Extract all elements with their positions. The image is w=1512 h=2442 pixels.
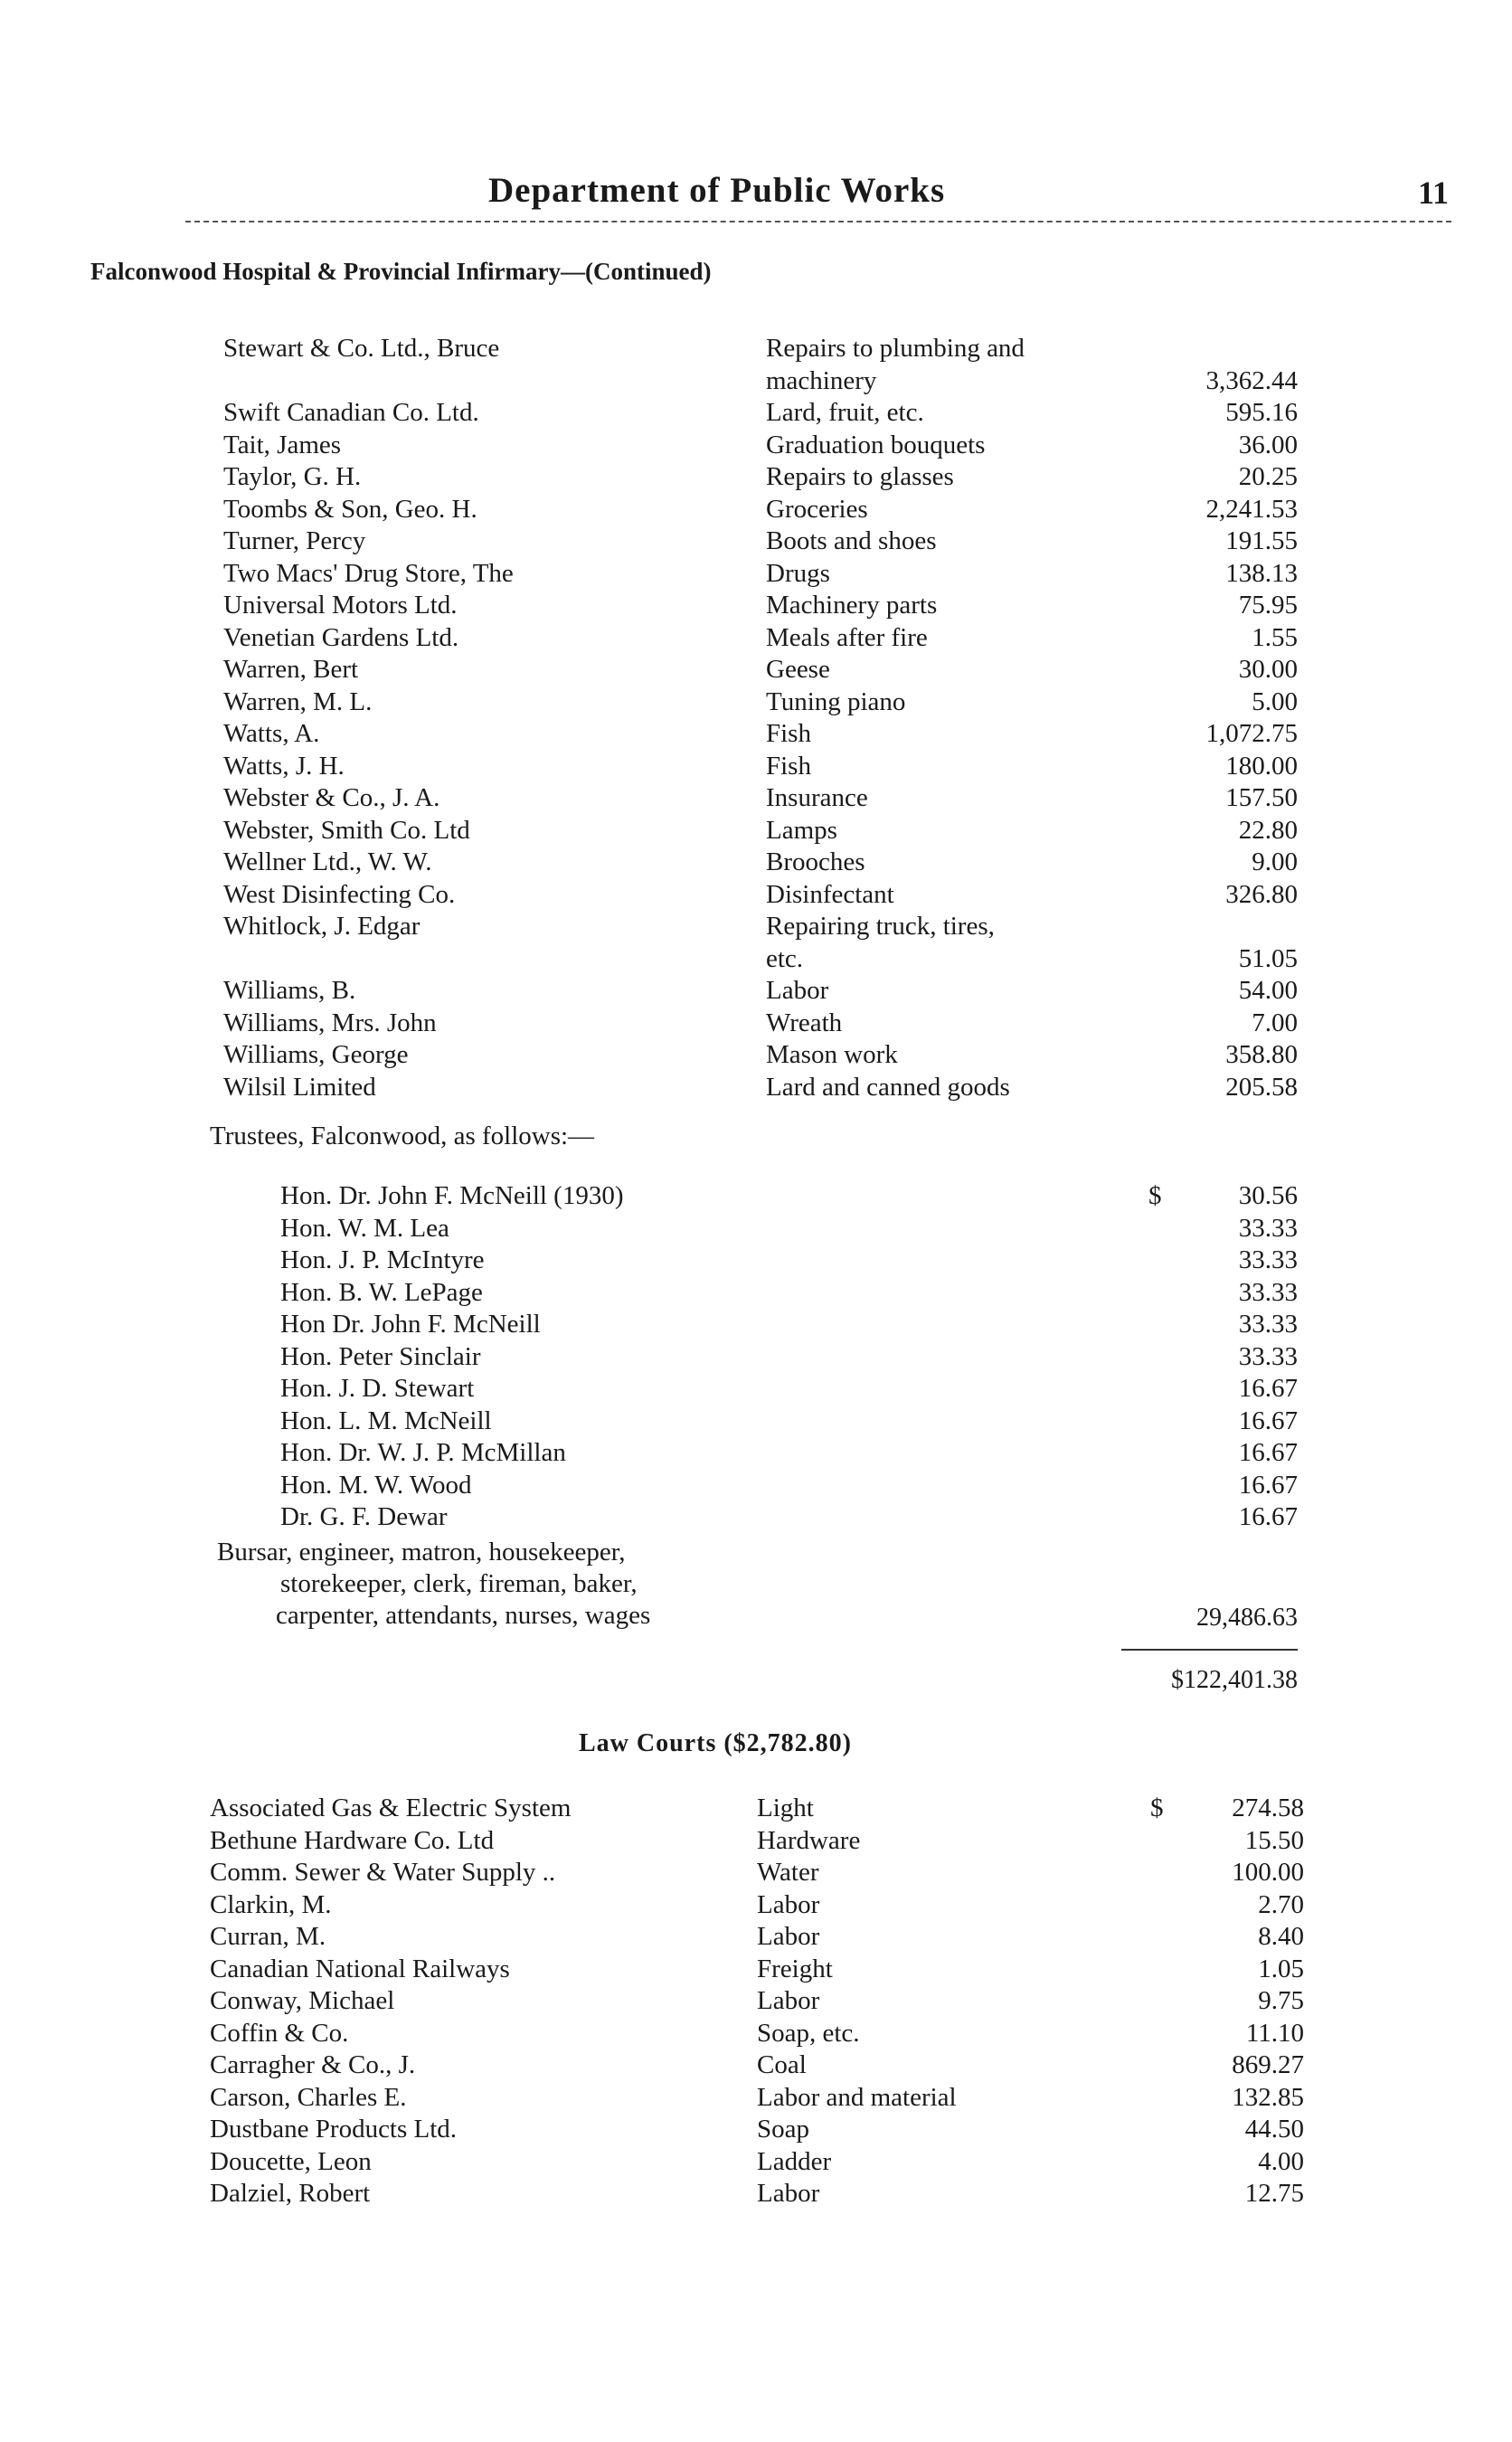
- item-description: Brooches: [766, 847, 865, 876]
- ledger-row: [223, 975, 1309, 1008]
- payee-name: Swift Canadian Co. Ltd.: [223, 398, 479, 427]
- ledger-row: [223, 461, 1309, 494]
- amount-value: 1.55: [1252, 622, 1298, 652]
- item-description: Tuning piano: [766, 686, 906, 716]
- payee-name: Webster, Smith Co. Ltd: [223, 815, 470, 845]
- trustee-name: Hon. Dr. John F. McNeill (1930): [280, 1181, 624, 1210]
- ledger-row: [210, 1985, 1304, 2018]
- payee-name: West Disinfecting Co.: [223, 879, 456, 909]
- amount-value: 3,362.44: [1205, 365, 1298, 395]
- ledger-row: [210, 1793, 1304, 1825]
- payee-name: Universal Motors Ltd.: [223, 591, 458, 620]
- amount-value: 36.00: [1238, 430, 1298, 459]
- item-description: Lard, fruit, etc.: [766, 398, 924, 427]
- trustee-name: Hon. M. W. Wood: [280, 1470, 472, 1500]
- ledger-row: [223, 782, 1309, 815]
- amount-value: 180.00: [1225, 751, 1298, 781]
- ledger-row: [210, 2082, 1304, 2115]
- ledger-row: [210, 1857, 1304, 1889]
- payee-name: Carson, Charles E.: [210, 2082, 407, 2112]
- payee-name: Warren, Bert: [223, 655, 359, 684]
- payee-name: Dustbane Products Ltd.: [210, 2115, 458, 2144]
- item-description: Soap, etc.: [757, 2018, 860, 2048]
- amount-value: 7.00: [1252, 1008, 1298, 1037]
- amount-value: 44.50: [1244, 2115, 1304, 2144]
- item-description: Lamps: [766, 815, 837, 845]
- amount-value: 1.05: [1258, 1954, 1304, 1983]
- trustee-name: Hon. J. D. Stewart: [280, 1374, 475, 1403]
- payee-name: Watts, A.: [223, 719, 320, 748]
- amount-value: 16.67: [1238, 1406, 1298, 1435]
- trustee-row: [280, 1341, 1311, 1374]
- item-description: Geese: [766, 655, 830, 684]
- item-description: Fish: [766, 751, 811, 781]
- ledger-row: [210, 2018, 1304, 2050]
- payee-name: Tait, James: [223, 430, 342, 459]
- amount-value: 22.80: [1238, 815, 1298, 845]
- trustee-name: Hon. W. M. Lea: [280, 1213, 449, 1243]
- ledger-row: [210, 1921, 1304, 1954]
- item-description: Soap: [757, 2115, 809, 2144]
- trustee-row: [280, 1373, 1311, 1406]
- wages-line-2: storekeeper, clerk, fireman, baker,: [280, 1569, 638, 1598]
- wages-amount: 29,486.63: [1196, 1604, 1298, 1632]
- payee-name: Carragher & Co., J.: [210, 2050, 416, 2079]
- ledger-row: [223, 1008, 1309, 1040]
- wages-line-3: carpenter, attendants, nurses, wages: [276, 1601, 651, 1630]
- item-description: Graduation bouquets: [766, 430, 986, 459]
- item-description: Ladder: [757, 2146, 832, 2176]
- currency-symbol: $: [1148, 1181, 1162, 1210]
- item-description: Labor and material: [757, 2082, 957, 2112]
- item-description: Disinfectant: [766, 879, 894, 909]
- trustees-list: [280, 1180, 1311, 1534]
- amount-value: 30.56: [1238, 1181, 1298, 1210]
- trustee-row: [280, 1501, 1311, 1534]
- payee-name: Warren, M. L.: [223, 686, 373, 716]
- payee-name: Dalziel, Robert: [210, 2179, 371, 2208]
- ledger-row: [223, 558, 1309, 591]
- amount-value: 33.33: [1238, 1277, 1298, 1307]
- trustee-row: [280, 1245, 1311, 1277]
- amount-value: 138.13: [1225, 558, 1298, 588]
- item-description: Hardware: [757, 1825, 861, 1855]
- ledger-row: [223, 590, 1309, 622]
- amount-value: 51.05: [1238, 943, 1298, 973]
- item-description: etc.: [766, 943, 804, 973]
- section-heading: Falconwood Hospital & Provincial Infirmary—(Continued): [90, 258, 712, 285]
- ledger-row: [223, 943, 1309, 976]
- amount-value: 54.00: [1238, 976, 1298, 1005]
- item-description: Wreath: [766, 1008, 843, 1037]
- trustee-name: Hon. B. W. LePage: [280, 1277, 483, 1307]
- amount-value: 326.80: [1225, 879, 1298, 909]
- ledger-row: [210, 2146, 1304, 2179]
- payee-name: Two Macs' Drug Store, The: [223, 558, 514, 588]
- ledger-row: [223, 911, 1309, 943]
- trustee-row: [280, 1437, 1311, 1470]
- amount-value: 100.00: [1232, 1858, 1304, 1887]
- trustee-name: Hon. L. M. McNeill: [280, 1406, 492, 1435]
- payee-name: Wilsil Limited: [223, 1072, 376, 1102]
- item-description: Mason work: [766, 1040, 898, 1069]
- amount-value: 8.40: [1258, 1922, 1304, 1951]
- amount-value: 33.33: [1238, 1245, 1298, 1274]
- payee-name: Wellner Ltd., W. W.: [223, 847, 432, 876]
- payee-name: Webster & Co., J. A.: [223, 783, 440, 812]
- ledger-row: [223, 494, 1309, 526]
- amount-value: 11.10: [1245, 2018, 1304, 2048]
- law-courts-table: [210, 1793, 1304, 2210]
- amount-value: 16.67: [1238, 1374, 1298, 1403]
- trustee-row: [280, 1470, 1311, 1502]
- amount-value: 33.33: [1238, 1310, 1298, 1339]
- item-description: Labor: [757, 1986, 820, 2015]
- ledger-row: [210, 1954, 1304, 1986]
- trustee-name: Hon. J. P. McIntyre: [280, 1245, 485, 1274]
- amount-value: 9.00: [1252, 847, 1298, 876]
- ledger-row: [223, 815, 1309, 847]
- payee-name: Turner, Percy: [223, 526, 366, 555]
- ledger-row: [223, 397, 1309, 430]
- amount-value: 2,241.53: [1205, 494, 1298, 524]
- amount-value: 12.75: [1244, 2179, 1304, 2208]
- amount-value: 157.50: [1225, 783, 1298, 812]
- ledger-row: [223, 333, 1309, 365]
- amount-value: 20.25: [1238, 462, 1298, 491]
- trustee-row: [280, 1277, 1311, 1310]
- item-description: Labor: [757, 2179, 820, 2208]
- trustee-name: Hon. Peter Sinclair: [280, 1341, 481, 1371]
- item-description: Insurance: [766, 783, 868, 812]
- amount-value: 205.58: [1225, 1072, 1298, 1102]
- item-description: Coal: [757, 2050, 807, 2079]
- payee-name: Conway, Michael: [210, 1986, 395, 2015]
- item-description: Repairing truck, tires,: [766, 912, 995, 941]
- wages-line-1: Bursar, engineer, matron, housekeeper,: [217, 1538, 626, 1566]
- ledger-row: [210, 2114, 1304, 2146]
- payee-name: Toombs & Son, Geo. H.: [223, 494, 477, 524]
- ledger-table: [223, 333, 1309, 1103]
- amount-value: 16.67: [1238, 1438, 1298, 1467]
- payee-name: Curran, M.: [210, 1922, 326, 1951]
- ledger-row: [223, 751, 1309, 783]
- item-description: Light: [757, 1794, 814, 1822]
- item-description: Groceries: [766, 494, 868, 524]
- ledger-row: [223, 622, 1309, 655]
- ledger-row: [223, 686, 1309, 719]
- trustee-row: [280, 1309, 1311, 1341]
- trustee-row: [280, 1213, 1311, 1245]
- payee-name: Whitlock, J. Edgar: [223, 912, 421, 941]
- payee-name: Williams, George: [223, 1040, 409, 1069]
- ledger-row: [223, 365, 1309, 398]
- page-number: 11: [1418, 175, 1450, 211]
- ledger-row: [210, 2049, 1304, 2082]
- amount-value: 33.33: [1238, 1213, 1298, 1243]
- amount-value: 5.00: [1252, 686, 1298, 716]
- item-description: Labor: [766, 976, 829, 1005]
- payee-name: Bethune Hardware Co. Ltd: [210, 1825, 495, 1855]
- item-description: Labor: [757, 1922, 820, 1951]
- amount-value: 16.67: [1238, 1470, 1298, 1500]
- amount-value: 9.75: [1258, 1986, 1304, 2015]
- amount-value: 4.00: [1258, 2146, 1304, 2176]
- amount-value: 33.33: [1238, 1341, 1298, 1371]
- amount-value: 358.80: [1225, 1040, 1298, 1069]
- payee-name: Williams, Mrs. John: [223, 1008, 437, 1037]
- item-description: Fish: [766, 719, 811, 748]
- amount-value: 15.50: [1244, 1825, 1304, 1855]
- item-description: Water: [757, 1858, 819, 1887]
- item-description: Drugs: [766, 558, 830, 588]
- item-description: Freight: [757, 1954, 833, 1983]
- ledger-row: [223, 1072, 1309, 1104]
- payee-name: Taylor, G. H.: [223, 462, 362, 491]
- item-description: Repairs to glasses: [766, 462, 954, 491]
- item-description: machinery: [766, 365, 877, 395]
- payee-name: Watts, J. H.: [223, 751, 345, 781]
- trustee-row: [280, 1406, 1311, 1438]
- ledger-row: [223, 430, 1309, 462]
- payee-name: Canadian National Railways: [210, 1954, 510, 1983]
- header-rule: [185, 221, 1451, 222]
- trustees-title: Trustees, Falconwood, as follows:—: [210, 1122, 595, 1150]
- amount-value: 595.16: [1225, 398, 1298, 427]
- item-description: Boots and shoes: [766, 526, 937, 555]
- payee-name: Associated Gas & Electric System: [210, 1794, 572, 1822]
- amount-value: 132.85: [1232, 2082, 1304, 2112]
- ledger-row: [223, 1039, 1309, 1072]
- ledger-row: [223, 718, 1309, 751]
- payee-name: Stewart & Co. Ltd., Bruce: [223, 334, 500, 363]
- ledger-row: [210, 2178, 1304, 2210]
- amount-value: 16.67: [1238, 1502, 1298, 1531]
- payee-name: Coffin & Co.: [210, 2018, 349, 2048]
- item-description: Meals after fire: [766, 622, 928, 652]
- amount-value: 2.70: [1258, 1889, 1304, 1919]
- ledger-row: [223, 654, 1309, 686]
- ledger-row: [210, 1889, 1304, 1922]
- amount-value: 1,072.75: [1205, 719, 1298, 748]
- ledger-row: [223, 525, 1309, 558]
- page-header-title: Department of Public Works: [488, 171, 946, 210]
- ledger-row: [223, 879, 1309, 912]
- amount-value: 191.55: [1225, 526, 1298, 555]
- item-description: Repairs to plumbing and: [766, 334, 1025, 363]
- item-description: Machinery parts: [766, 591, 938, 620]
- amount-value: 30.00: [1238, 655, 1298, 684]
- ledger-row: [210, 1825, 1304, 1858]
- amount-value: 274.58: [1232, 1794, 1304, 1822]
- trustee-row: [280, 1180, 1311, 1213]
- payee-name: Venetian Gardens Ltd.: [223, 622, 459, 652]
- payee-name: Comm. Sewer & Water Supply ..: [210, 1858, 556, 1887]
- currency-symbol: $: [1150, 1794, 1164, 1822]
- amount-value: 75.95: [1238, 591, 1298, 620]
- law-courts-title: Law Courts ($2,782.80): [579, 1729, 852, 1757]
- item-description: Lard and canned goods: [766, 1072, 1010, 1102]
- trustee-name: Dr. G. F. Dewar: [280, 1502, 448, 1531]
- item-description: Labor: [757, 1889, 820, 1919]
- total-rule: [1121, 1649, 1298, 1651]
- payee-name: Clarkin, M.: [210, 1889, 332, 1919]
- payee-name: Doucette, Leon: [210, 2146, 372, 2176]
- payee-name: Williams, B.: [223, 976, 356, 1005]
- trustee-name: Hon Dr. John F. McNeill: [280, 1310, 541, 1339]
- ledger-row: [223, 847, 1309, 879]
- section-total: $122,401.38: [1171, 1666, 1298, 1694]
- amount-value: 869.27: [1232, 2050, 1304, 2079]
- trustee-name: Hon. Dr. W. J. P. McMillan: [280, 1438, 566, 1467]
